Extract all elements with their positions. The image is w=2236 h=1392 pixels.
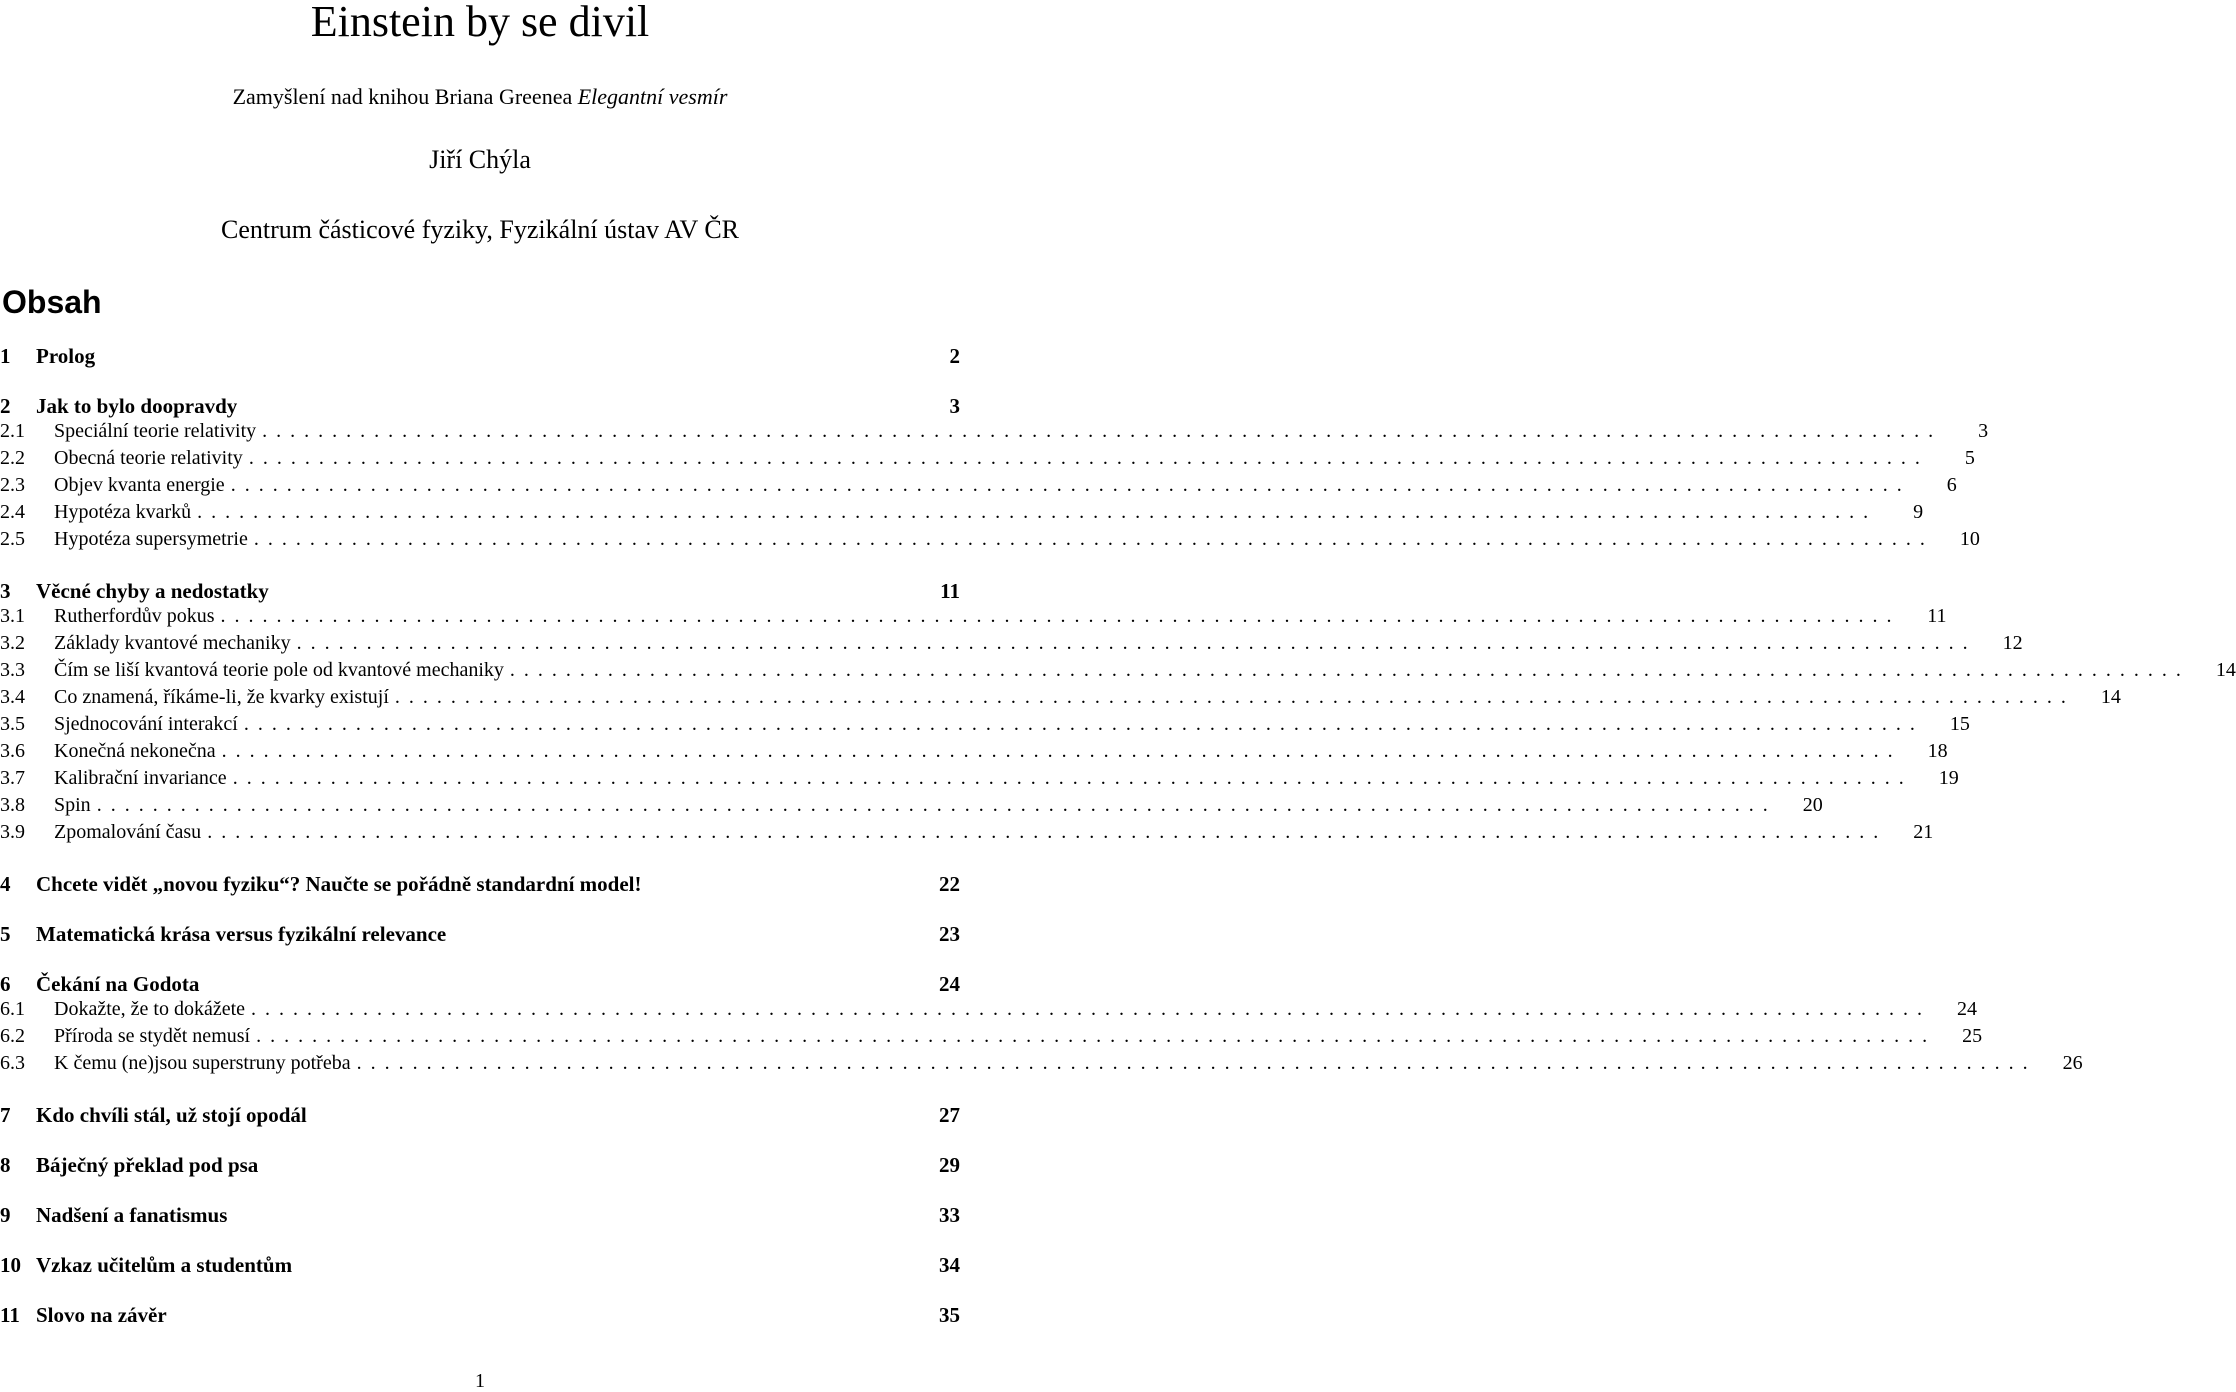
toc-section-title: Čekání na Godota (36, 972, 200, 996)
toc-dot-leader: ........................................................................................................................ (262, 420, 1943, 442)
toc-section-entry[interactable] (0, 1253, 960, 1277)
toc-subsection-page: 14 (2100, 686, 2121, 708)
toc-subsection-number: 6.2 (0, 1025, 25, 1047)
toc-section-page: 27 (939, 1103, 960, 1127)
toc-subsection-number: 2.4 (0, 501, 25, 523)
toc-section-page: 22 (939, 872, 960, 896)
toc-heading: Obsah (2, 284, 102, 320)
toc-subsection-number: 2.3 (0, 474, 25, 496)
author: Jiří Chýla (429, 145, 531, 174)
toc-subsection-title: Zpomalování času (54, 821, 202, 843)
subtitle-book-title: Elegantní vesmír (577, 84, 728, 109)
toc-subsection-entry[interactable] (0, 603, 1947, 630)
toc-dot-leader: ........................................................................................................................ (232, 767, 1913, 789)
toc-subsection-page: 10 (1959, 528, 1980, 550)
toc-section-number: 5 (0, 922, 11, 946)
toc-subsection-number: 6.1 (0, 998, 25, 1020)
toc-section-page: 11 (940, 579, 960, 603)
toc-dot-leader: ........................................................................................................................ (394, 686, 2075, 708)
toc-section-number: 4 (0, 872, 11, 896)
toc-subsection-page: 18 (1927, 740, 1948, 762)
toc-subsection-entry[interactable] (0, 445, 1975, 472)
toc-subsection-title: Základy kvantové mechaniky (54, 632, 291, 654)
toc-dot-leader: ........................................................................................................................ (251, 998, 1932, 1020)
toc-section-entry[interactable] (0, 344, 960, 368)
toc-subsection-number: 6.3 (0, 1052, 25, 1074)
toc-section-page: 35 (939, 1303, 960, 1327)
toc-section-page: 2 (949, 344, 960, 368)
toc-subsection-page: 15 (1949, 713, 1970, 735)
toc-section-entry[interactable] (0, 579, 960, 603)
toc-subsection-entry[interactable] (0, 630, 2023, 657)
toc-subsection-title: Příroda se stydět nemusí (54, 1025, 251, 1047)
toc-section-title: Slovo na závěr (36, 1303, 167, 1327)
toc-subsection-page: 14 (2215, 659, 2236, 681)
toc-section-entry[interactable] (0, 1303, 960, 1327)
toc-subsection-number: 2.5 (0, 528, 25, 550)
toc-subsection-entry[interactable] (0, 684, 2121, 711)
toc-subsection-entry[interactable] (0, 996, 1978, 1023)
subtitle (0, 84, 960, 110)
toc-dot-leader: ........................................................................................................................ (96, 794, 1777, 816)
toc-subsection-page: 25 (1962, 1025, 1983, 1047)
toc-section-number: 1 (0, 344, 11, 368)
toc-section-page: 3 (949, 394, 960, 418)
toc-section-entry[interactable] (0, 394, 960, 418)
toc-subsection-number: 3.1 (0, 605, 25, 627)
toc-section-number: 7 (0, 1103, 11, 1127)
toc-dot-leader: ........................................................................................................................ (248, 447, 1929, 469)
toc-section-page: 24 (939, 972, 960, 996)
toc-subsection-entry[interactable] (0, 819, 1934, 846)
toc-section-title: Věcné chyby a nedostatky (36, 579, 269, 603)
toc-dot-leader: ........................................................................................................................ (256, 1025, 1937, 1047)
toc-dot-leader: ........................................................................................................................ (509, 659, 2190, 681)
toc-subsection-number: 3.6 (0, 740, 25, 762)
toc-subsection-page: 6 (1946, 474, 1957, 496)
toc-subsection-page: 9 (1913, 501, 1924, 523)
toc-section-entry[interactable] (0, 922, 960, 946)
toc-subsection-page: 26 (2062, 1052, 2083, 1074)
toc-subsection-page: 21 (1913, 821, 1934, 843)
toc-subsection-page: 19 (1938, 767, 1959, 789)
toc-section-title: Báječný překlad pod psa (36, 1153, 259, 1177)
toc-subsection-page: 5 (1964, 447, 1975, 469)
toc-subsection-title: Sjednocování interakcí (54, 713, 238, 735)
toc-dot-leader: ........................................................................................................................ (253, 528, 1934, 550)
affiliation: Centrum částicové fyziky, Fyzikální ústav AV ČR (220, 215, 740, 244)
toc-section-number: 8 (0, 1153, 11, 1177)
toc-subsection-title: Spin (54, 794, 91, 816)
toc-dot-leader: ........................................................................................................................ (356, 1052, 2037, 1074)
toc-section-entry[interactable] (0, 872, 960, 896)
toc-dot-leader: ........................................................................................................................ (296, 632, 1977, 654)
toc-subsection-title: Konečná nekonečna (54, 740, 216, 762)
toc-section-title: Kdo chvíli stál, už stojí opodál (36, 1103, 307, 1127)
toc-subsection-title: Obecná teorie relativity (54, 447, 243, 469)
table-of-contents (0, 330, 2236, 1327)
toc-subsection-entry[interactable] (0, 765, 1959, 792)
toc-section-entry[interactable] (0, 1153, 960, 1177)
toc-subsection-entry[interactable] (0, 472, 1957, 499)
toc-subsection-page: 20 (1802, 794, 1823, 816)
page-number: 1 (475, 1370, 485, 1392)
toc-subsection-page: 12 (2002, 632, 2023, 654)
toc-subsection-page: 11 (1927, 605, 1947, 627)
toc-subsection-number: 2.2 (0, 447, 25, 469)
toc-subsection-page: 3 (1978, 420, 1989, 442)
toc-subsection-entry[interactable] (0, 499, 1924, 526)
toc-section-number: 9 (0, 1203, 11, 1227)
toc-subsection-entry[interactable] (0, 738, 1948, 765)
toc-section-entry[interactable] (0, 1103, 960, 1127)
toc-section-number: 2 (0, 394, 11, 418)
toc-subsection-title: Speciální teorie relativity (54, 420, 257, 442)
toc-section-title: Jak to bylo doopravdy (36, 394, 238, 418)
toc-subsection-entry[interactable] (0, 711, 1970, 738)
toc-dot-leader: ........................................................................................................................ (221, 740, 1902, 762)
toc-subsection-number: 3.8 (0, 794, 25, 816)
toc-dot-leader: ........................................................................................................................ (243, 713, 1924, 735)
toc-subsection-title: Hypotéza supersymetrie (54, 528, 248, 550)
toc-section-page: 23 (939, 922, 960, 946)
toc-subsection-title: Rutherfordův pokus (54, 605, 215, 627)
toc-subsection-entry[interactable] (0, 792, 1823, 819)
toc-section-number: 6 (0, 972, 11, 996)
subtitle-prefix: Zamyšlení nad knihou Briana Greenea (232, 84, 573, 109)
toc-section-number: 11 (0, 1303, 20, 1327)
toc-section-title: Matematická krása versus fyzikální relevance (36, 922, 447, 946)
toc-subsection-entry[interactable] (0, 1023, 1983, 1050)
toc-section-title: Vzkaz učitelům a studentům (36, 1253, 293, 1277)
toc-subsection-title: Čím se liší kvantová teorie pole od kvantové mechaniky (54, 659, 504, 681)
toc-section-entry[interactable] (0, 1203, 960, 1227)
toc-subsection-title: Kalibrační invariance (54, 767, 227, 789)
toc-subsection-number: 3.2 (0, 632, 25, 654)
toc-subsection-number: 2.1 (0, 420, 25, 442)
toc-subsection-entry[interactable] (0, 418, 1989, 445)
toc-subsection-number: 3.3 (0, 659, 25, 681)
toc-section-page: 33 (939, 1203, 960, 1227)
toc-section-page: 29 (939, 1153, 960, 1177)
toc-section-title: Nadšení a fanatismus (36, 1203, 228, 1227)
toc-dot-leader: ........................................................................................................................ (220, 605, 1901, 627)
toc-subsection-number: 3.9 (0, 821, 25, 843)
toc-section-number: 3 (0, 579, 11, 603)
toc-dot-leader: ........................................................................................................................ (207, 821, 1888, 843)
toc-section-title: Chcete vidět „novou fyziku“? Naučte se pořádně standardní model! (36, 872, 642, 896)
toc-dot-leader: ........................................................................................................................ (230, 474, 1911, 496)
document-title: Einstein by se divil (310, 0, 650, 46)
toc-section-number: 10 (0, 1253, 21, 1277)
toc-subsection-number: 3.5 (0, 713, 25, 735)
toc-subsection-title: K čemu (ne)jsou superstruny potřeba (54, 1052, 351, 1074)
toc-section-title: Prolog (36, 344, 96, 368)
toc-subsection-entry[interactable] (0, 657, 2236, 684)
toc-subsection-title: Hypotéza kvarků (54, 501, 192, 523)
toc-subsection-page: 24 (1957, 998, 1978, 1020)
toc-section-entry[interactable] (0, 972, 960, 996)
toc-dot-leader: ........................................................................................................................ (197, 501, 1878, 523)
toc-subsection-title: Dokažte, že to dokážete (54, 998, 246, 1020)
toc-subsection-entry[interactable] (0, 526, 1980, 553)
toc-section-page: 34 (939, 1253, 960, 1277)
toc-subsection-entry[interactable] (0, 1050, 2083, 1077)
toc-subsection-number: 3.4 (0, 686, 25, 708)
toc-subsection-title: Objev kvanta energie (54, 474, 225, 496)
toc-subsection-number: 3.7 (0, 767, 25, 789)
toc-subsection-title: Co znamená, říkáme-li, že kvarky existují (54, 686, 389, 708)
